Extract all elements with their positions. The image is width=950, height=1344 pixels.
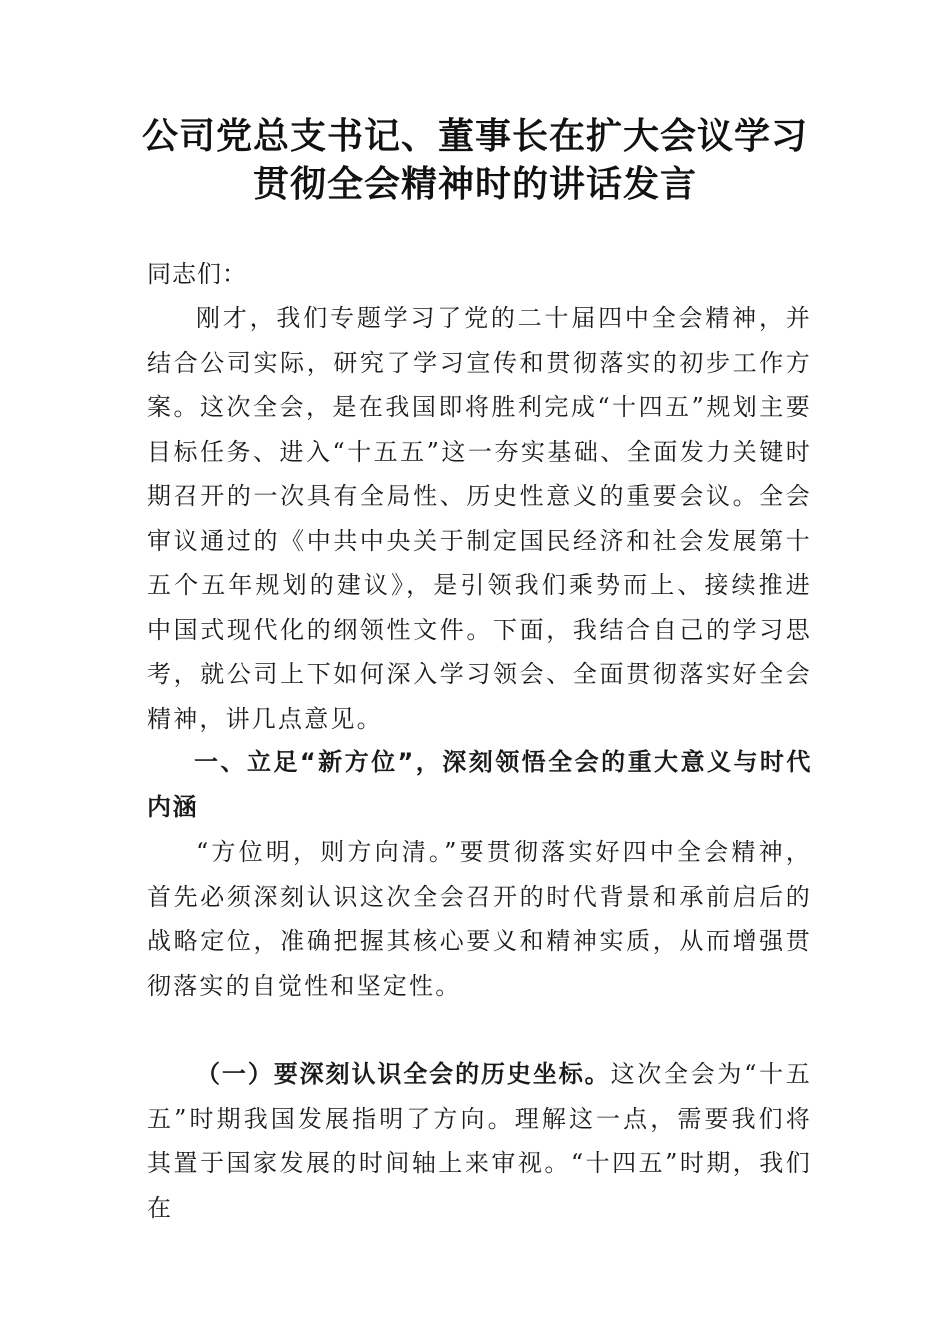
salutation: 同志们： — [147, 260, 247, 288]
subsection-1-body: 这次全会为“十五五”时期我国发展指明了方向。理解这一点，需要我们将其置于国家发展的时间轴上来审视。“十四五”时期，我们在 — [147, 1060, 812, 1222]
paragraph-intro: 刚才，我们专题学习了党的二十届四中全会精神，并结合公司实际，研究了学习宣传和贯彻落实的初步工作方案。这次全会，是在我国即将胜利完成“十四五”规划主要目标任务、进入“十五五”这一夯实基础、全面发力关键时期召开的一次具有全局性、历史性意义的重要会议。全会审议通过的《中共中央关于制定国民经济和社会发展第十五个五年规划的建议》，是引领我们乘势而上、接续推进中国式现代化的纲领性文件。下面，我结合自己的学习思考，就公司上下如何深入学习领会、全面贯彻落实好全会精神，讲几点意见。 — [147, 304, 812, 733]
document-title-line1: 公司党总支书记、董事长在扩大会议学习 — [141, 115, 808, 157]
document-title-line2: 贯彻全会精神时的讲话发言 — [252, 163, 697, 205]
subsection-heading-1: （一）要深刻认识全会的历史坐标。 — [196, 1060, 611, 1088]
section-heading-1: 一、立足“新方位”，深刻领悟全会的重大意义与时代内涵 — [147, 748, 812, 821]
paragraph-section1-intro: “方位明，则方向清。”要贯彻落实好四中全会精神，首先必须深刻认识这次全会召开的时代背景和承前启后的战略定位，准确把握其核心要义和精神实质，从而增强贯彻落实的自觉性和坚定性。 — [147, 838, 812, 1000]
paragraph-subsection-1 — [147, 1052, 812, 1230]
